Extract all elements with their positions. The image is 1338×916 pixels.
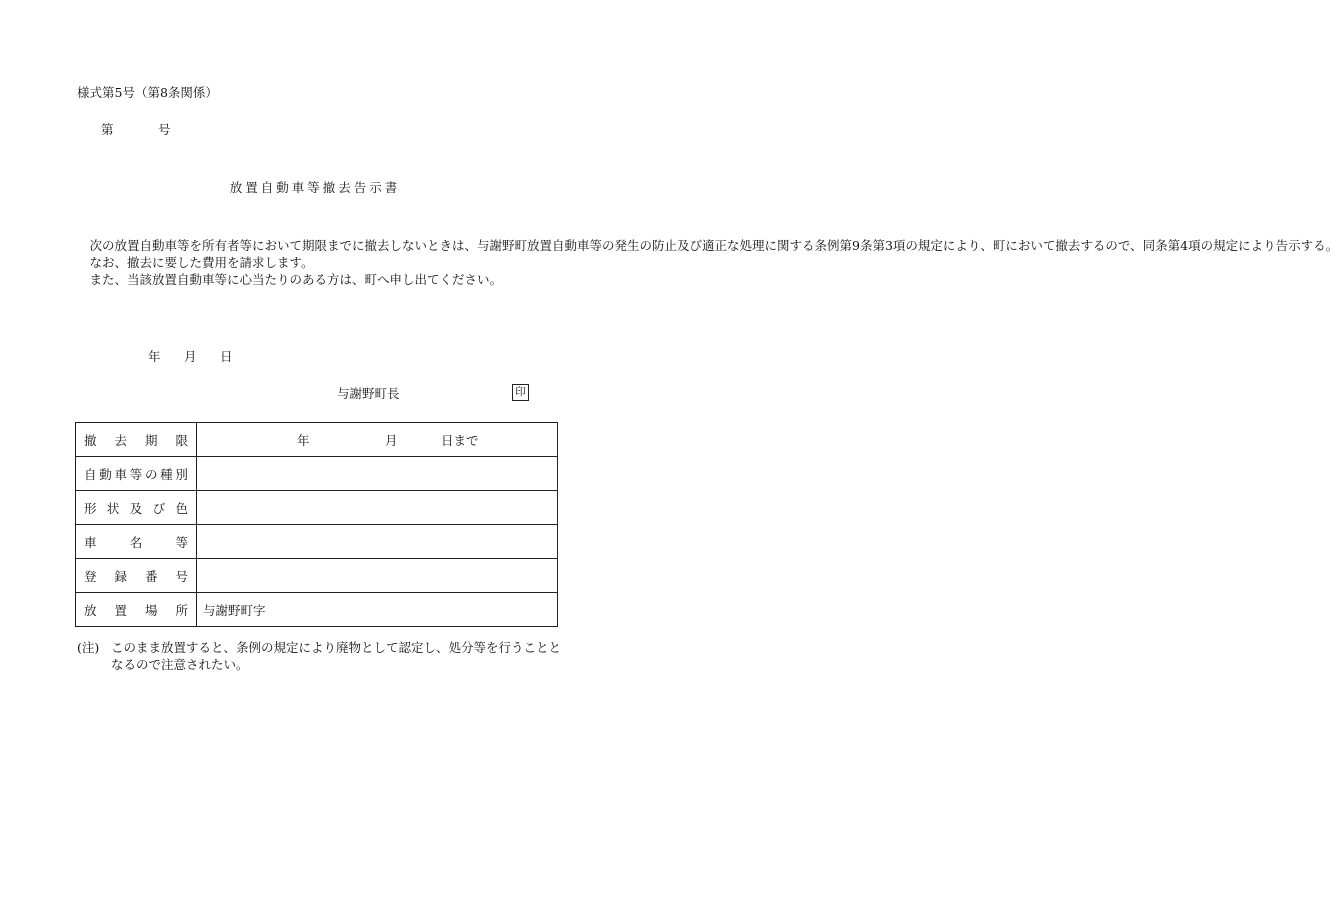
row-label [76,457,197,491]
label-char: 等 [129,466,143,482]
label-char: 号 [175,568,188,584]
label-char: 去 [114,432,127,448]
label-char: 自 [84,466,97,482]
label-char: 名 [129,534,143,550]
label-char: 種 [160,466,173,482]
row-label [76,559,197,593]
label-char: 及 [129,500,143,516]
body-paragraph-3: また、当該放置自動車等に心当たりのある方は、町へ申し出てください。 [89,272,503,287]
row-value[interactable] [197,525,558,559]
label-char: 場 [144,602,158,618]
label-char: 色 [175,500,188,516]
label-char: 所 [175,602,188,618]
seal-mark: 印 [512,384,529,401]
deadline-year: 年 [297,432,310,448]
issuer-name: 与謝野町長 [337,386,400,401]
label-char: 番 [144,568,158,584]
footnote-text: このまま放置すると、条例の規定により廃物として認定し、処分等を行うこととなるので注意されたい。 [111,640,562,672]
label-char: 動 [99,466,112,482]
row-value[interactable] [197,593,558,627]
row-value[interactable] [197,423,558,457]
deadline-month: 月 [385,432,398,448]
date-year: 年 [148,349,161,364]
label-char: 登 [84,568,97,584]
table-row [76,491,558,525]
label-char: 置 [114,602,127,618]
row-label [76,525,197,559]
label-char: 期 [144,432,158,448]
row-label [76,423,197,457]
date-month: 月 [184,349,197,364]
table-row [76,423,558,457]
label-char: 撤 [84,432,97,448]
label-char: 状 [106,500,120,516]
doc-number-dai: 第 [101,122,114,137]
body-paragraph-2: なお、撤去に要した費用を請求します。 [89,255,314,270]
table-row [76,559,558,593]
label-char: び [152,500,166,516]
label-char: 等 [175,534,188,550]
vehicle-info-table [75,422,558,627]
label-char: 形 [84,500,97,516]
row-label [76,491,197,525]
label-char: 別 [175,466,188,482]
form-number: 様式第5号（第8条関係） [77,85,218,100]
doc-number-go: 号 [158,122,171,137]
value-text: 与謝野町字 [203,602,266,618]
table-row [76,593,558,627]
footnote-mark: (注) [77,640,100,655]
label-char: 放 [84,602,97,618]
footnote [77,639,567,673]
label-char: 車 [114,466,127,482]
table-row [76,525,558,559]
deadline-day: 日まで [441,432,479,448]
label-char: 車 [84,534,97,550]
date-day: 日 [220,349,233,364]
issue-date [148,349,233,365]
label-char: の [144,466,158,482]
document-title: 放置自動車等撤去告示書 [229,180,401,195]
row-value[interactable] [197,457,558,491]
row-value[interactable] [197,559,558,593]
row-value[interactable] [197,491,558,525]
row-label [76,593,197,627]
body-paragraph-1: 次の放置自動車等を所有者等において期限までに撤去しないときは、与謝野町放置自動車等の発生の防止及び適正な処理に関する条例第9条第3項の規定により、町において撤去するので、同条第4項の規定により告示する。 [89,238,1338,253]
notice-body [77,237,1338,288]
label-char: 限 [175,432,188,448]
table-row [76,457,558,491]
label-char: 録 [114,568,127,584]
